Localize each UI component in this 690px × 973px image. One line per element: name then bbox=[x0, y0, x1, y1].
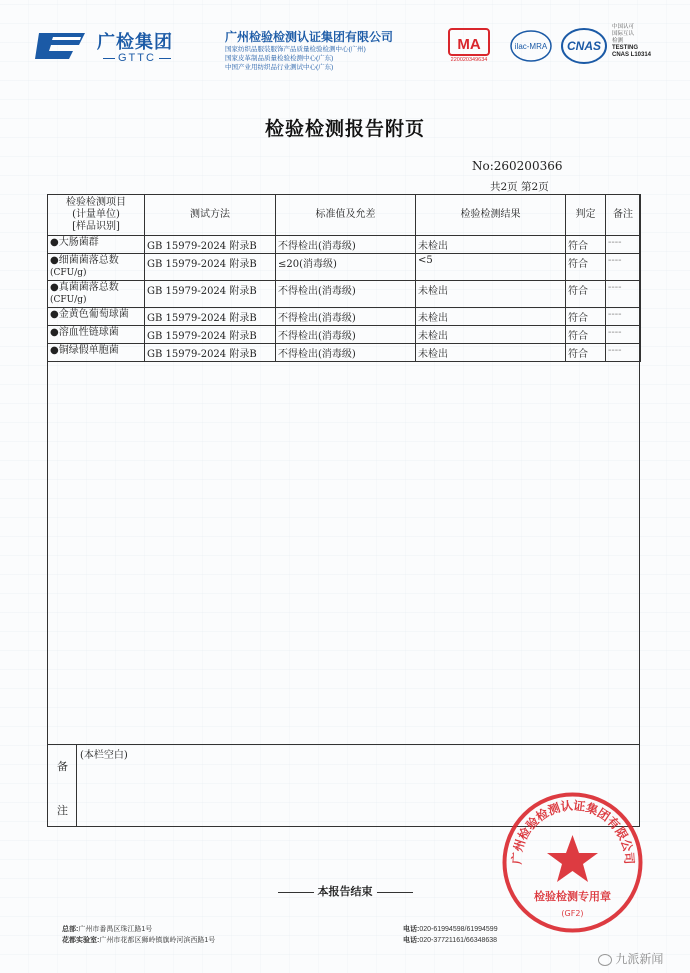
cell-remark: ---- bbox=[606, 281, 641, 308]
cell-result: 未检出 bbox=[416, 236, 566, 254]
footer-tel-number: 020-37721161/66348638 bbox=[419, 937, 498, 944]
cell-standard: 不得检出(消毒级) bbox=[276, 344, 416, 362]
notes-text: (本栏空白) bbox=[80, 750, 128, 761]
svg-text:ilac-MRA: ilac-MRA bbox=[514, 42, 548, 51]
notes-label: 备 bbox=[57, 760, 68, 773]
col-header-standard: 标准值及允差 bbox=[276, 195, 416, 236]
cell-result: 未检出 bbox=[416, 326, 566, 344]
cell-remark: ---- bbox=[606, 326, 641, 344]
cell-standard: 不得检出(消毒级) bbox=[276, 281, 416, 308]
footer-hq bbox=[62, 924, 152, 934]
cell-standard: ≤20(消毒级) bbox=[276, 254, 416, 281]
svg-text:(GF2): (GF2) bbox=[561, 909, 584, 918]
weibo-icon bbox=[598, 954, 612, 966]
logo-sub: GTTC bbox=[100, 52, 174, 64]
cell-result: <5 bbox=[416, 254, 566, 281]
header-item-line: [样品识别] bbox=[72, 221, 120, 232]
page-count: 共2页 第2页 bbox=[490, 181, 549, 193]
table-row bbox=[48, 308, 641, 326]
cell-judgement: 符合 bbox=[566, 254, 606, 281]
page-title: 检验检测报告附页 bbox=[264, 118, 425, 140]
org-block bbox=[225, 28, 393, 72]
col-header-item bbox=[48, 195, 145, 236]
letterhead bbox=[0, 0, 690, 78]
cell-item: ●铜绿假单胞菌 bbox=[48, 344, 145, 362]
notes-column-divider bbox=[76, 744, 77, 827]
report-number: No:260200366 bbox=[472, 159, 563, 173]
col-header-result: 检验检测结果 bbox=[416, 195, 566, 236]
table-row bbox=[48, 344, 641, 362]
source-credit bbox=[598, 950, 663, 967]
org-name: 广州检验检测认证集团有限公司 bbox=[225, 30, 394, 44]
cell-method: GB 15979-2024 附录B bbox=[145, 236, 276, 254]
table-header-row bbox=[48, 195, 641, 236]
cnas-mark bbox=[560, 27, 608, 65]
cell-standard: 不得检出(消毒级) bbox=[276, 326, 416, 344]
cnas-cn-line: 检测 bbox=[612, 38, 624, 44]
cnas-number: CNAS L10314 bbox=[612, 52, 652, 58]
table-row bbox=[48, 281, 641, 308]
cell-standard: 不得检出(消毒级) bbox=[276, 308, 416, 326]
table-row bbox=[48, 236, 641, 254]
footer-tel-label: 电话: bbox=[403, 937, 420, 944]
credit-text: 九派新闻 bbox=[615, 952, 664, 966]
svg-text:MA: MA bbox=[457, 36, 481, 53]
item-unit: (CFU/g) bbox=[50, 295, 87, 305]
cell-judgement: 符合 bbox=[566, 344, 606, 362]
end-text: 本报告结束 bbox=[317, 885, 373, 898]
cnas-caption bbox=[612, 24, 651, 59]
table-row bbox=[48, 254, 641, 281]
official-seal-icon bbox=[500, 790, 645, 935]
cell-remark: ---- bbox=[606, 308, 641, 326]
logo-name: 广检集团 bbox=[97, 32, 173, 52]
gttc-logo-icon bbox=[33, 25, 91, 65]
cell-result: 未检出 bbox=[416, 344, 566, 362]
results-table bbox=[47, 194, 641, 362]
svg-text:CNAS: CNAS bbox=[566, 39, 602, 53]
cell-item bbox=[48, 236, 145, 254]
cell-judgement: 符合 bbox=[566, 236, 606, 254]
col-header-judgement: 判定 bbox=[566, 195, 606, 236]
cnas-logo-icon bbox=[560, 27, 608, 65]
footer-tel-label: 电话: bbox=[403, 926, 420, 933]
footer-huadu bbox=[62, 935, 215, 945]
cell-judgement: 符合 bbox=[566, 308, 606, 326]
cell-remark: ---- bbox=[606, 344, 641, 362]
cell-result: 未检出 bbox=[416, 281, 566, 308]
org-sub-line: 中国产业用纺织品行业测试中心(广东) bbox=[225, 64, 334, 71]
cma-mark bbox=[443, 27, 495, 65]
item-name: ●细菌菌落总数 bbox=[50, 255, 119, 266]
cma-code: 220020349634 bbox=[450, 57, 488, 63]
header-item-line: 检验检测项目 bbox=[66, 197, 126, 208]
cell-method: GB 15979-2024 附录B bbox=[145, 326, 276, 344]
cell-remark: ---- bbox=[606, 236, 641, 254]
cnas-cn-line: 中国认可 bbox=[612, 24, 635, 30]
item-unit: (CFU/g) bbox=[50, 268, 87, 278]
footer-huadu-address: 广州市花都区狮岭镇旗岭河滨西路1号 bbox=[99, 937, 216, 944]
footer-huadu-label: 花都实验室: bbox=[62, 937, 100, 944]
header-item-line: (计量单位) bbox=[72, 209, 120, 220]
cnas-testing: TESTING bbox=[612, 45, 639, 51]
notes-divider bbox=[47, 744, 640, 745]
ilac-logo-icon bbox=[509, 27, 553, 65]
table-row bbox=[48, 326, 641, 344]
cell-remark: ---- bbox=[606, 254, 641, 281]
cell-method: GB 15979-2024 附录B bbox=[145, 254, 276, 281]
footer-tel-2 bbox=[403, 935, 497, 945]
col-header-remark: 备注 bbox=[606, 195, 641, 236]
cell-judgement: 符合 bbox=[566, 326, 606, 344]
cnas-cn-line: 国际互认 bbox=[612, 31, 635, 37]
col-header-method: 测试方法 bbox=[145, 195, 276, 236]
svg-text:广州检验检测认证集团有限公司: 广州检验检测认证集团有限公司 bbox=[509, 798, 637, 865]
svg-text:检验检测专用章: 检验检测专用章 bbox=[534, 890, 611, 903]
cell-method: GB 15979-2024 附录B bbox=[145, 308, 276, 326]
cell-item: ●溶血性链球菌 bbox=[48, 326, 145, 344]
item-name: ●大肠菌群 bbox=[50, 237, 99, 248]
footer-tel-number: 020-61994598/61994599 bbox=[419, 926, 498, 933]
item-name: ●真菌菌落总数 bbox=[50, 282, 119, 293]
cell-method: GB 15979-2024 附录B bbox=[145, 344, 276, 362]
cell-judgement: 符合 bbox=[566, 281, 606, 308]
cell-method: GB 15979-2024 附录B bbox=[145, 281, 276, 308]
cell-item: ●金黄色葡萄球菌 bbox=[48, 308, 145, 326]
footer-hq-label: 总部: bbox=[62, 926, 79, 933]
footer-tel-1 bbox=[403, 924, 498, 934]
org-sub-line: 国家纺织品服装服饰产品质量检验检测中心(广州) bbox=[225, 46, 366, 53]
notes-label: 注 bbox=[57, 804, 68, 817]
cell-item bbox=[48, 281, 145, 308]
cell-standard: 不得检出(消毒级) bbox=[276, 236, 416, 254]
cell-result: 未检出 bbox=[416, 308, 566, 326]
ilac-mark bbox=[509, 27, 553, 65]
footer-hq-address: 广州市番禺区珠江路1号 bbox=[78, 926, 153, 933]
cell-item bbox=[48, 254, 145, 281]
org-sub-line: 国家皮革制品质量检验检测中心(广东) bbox=[225, 55, 334, 62]
